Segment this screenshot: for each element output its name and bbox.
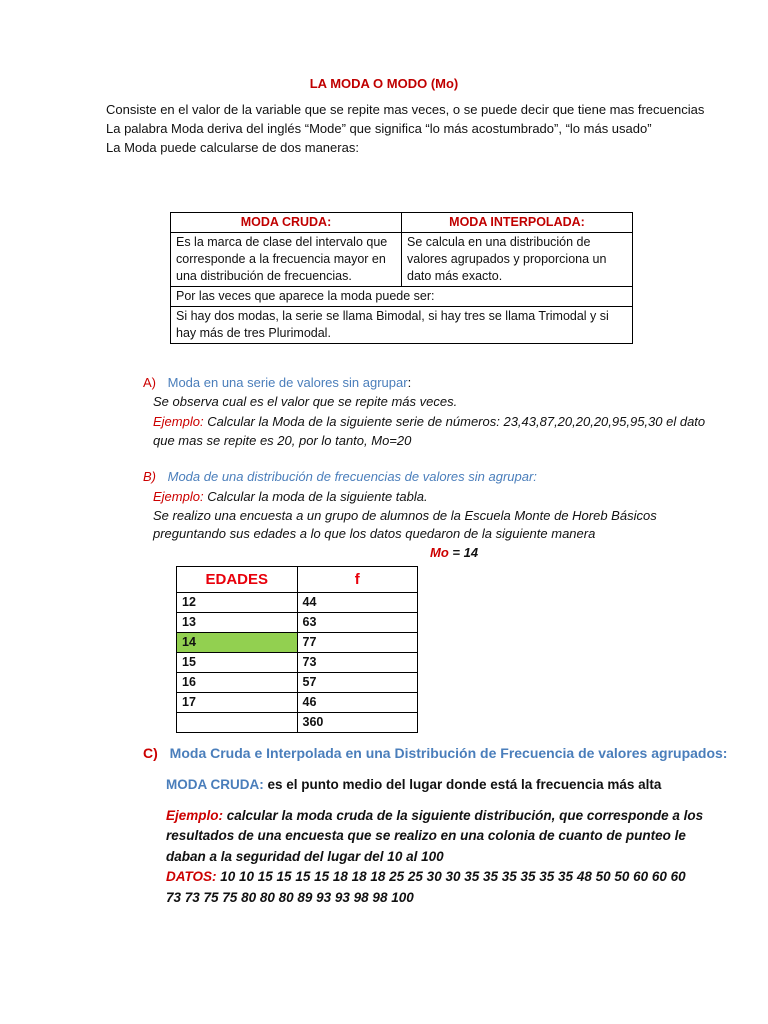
header-moda-cruda: MODA CRUDA: [171,213,402,233]
mode-label: Mo [430,545,449,560]
header-moda-interpolada: MODA INTERPOLADA: [402,213,633,233]
datos-line-1 [166,869,686,884]
section-c-letter: C) [143,745,158,761]
section-c-heading [143,745,727,761]
section-c-example-text: calcular la moda cruda de la siguiente distribución, que corresponde a los [223,808,704,823]
section-b-letter: B) [143,469,156,484]
moda-cruda-text: es el punto medio del lugar donde está la frecuencia más alta [263,777,662,792]
intro-line-1: Consiste en el valor de la variable que se repite mas veces, o se puede decir que tiene mas frecuencias [106,102,705,117]
edades-table [176,566,418,733]
moda-cruda-definition [166,777,661,792]
section-a-letter: A) [143,375,156,390]
col-edades-header: EDADES [177,567,298,593]
section-b-title: Moda de una distribución de frecuencias de valores sin agrupar: [167,469,537,484]
edad-cell: 17 [177,693,298,713]
table-row-total [177,713,418,733]
section-b-example-text: Calcular la moda de la siguiente tabla. [203,489,428,504]
cell-moda-interpolada: Se calcula en una distribución de valores agrupados y proporciona un dato más exacto. [402,233,633,287]
section-a-line-3: que mas se repite es 20, por lo tanto, Mo=20 [153,433,412,448]
f-cell: 46 [297,693,418,713]
col-f-header: f [297,567,418,593]
section-a-line-1: Se observa cual es el valor que se repite más veces. [153,394,458,409]
edad-cell [177,713,298,733]
table-row [177,633,418,653]
section-b-example-label: Ejemplo: [153,489,204,504]
section-c-example-label: Ejemplo: [166,808,224,823]
intro-line-2: La palabra Moda deriva del inglés “Mode” que significa “lo más acostumbrado”, “lo más usado” [106,121,652,136]
page-title: LA MODA O MODO (Mo) [309,76,459,91]
moda-definition-table [170,212,633,344]
section-a-example-text: Calcular la Moda de la siguiente serie de números: 23,43,87,20,20,20,95,95,30 el dato [203,414,706,429]
f-total-cell: 360 [297,713,418,733]
table-row [177,693,418,713]
f-cell: 63 [297,613,418,633]
table-row [177,613,418,633]
edad-cell: 16 [177,673,298,693]
section-a-example [153,412,705,431]
section-c-example-line-2: resultados de una encuesta que se realizo en una colonia de cuanto de punteo le [166,828,686,843]
section-c-example-line-3: daban a la seguridad del lugar del 10 al 100 [166,849,444,864]
edad-cell: 13 [177,613,298,633]
edad-cell-highlighted: 14 [177,633,298,653]
datos-values-1: 10 10 15 15 15 15 18 18 18 25 25 30 30 35 35 35 35 35 35 48 50 50 60 60 60 [216,869,686,884]
f-cell: 77 [297,633,418,653]
section-b-heading [143,467,537,486]
row-appear: Por las veces que aparece la moda puede ser: [171,287,633,307]
section-c-title: Moda Cruda e Interpolada en una Distribución de Frecuencia de valores agrupados: [169,745,728,761]
section-b-example [153,487,428,506]
cell-moda-cruda: Es la marca de clase del intervalo que corresponde a la frecuencia mayor en una distribución de frecuencias. [171,233,402,287]
edad-cell: 12 [177,593,298,613]
section-a-example-label: Ejemplo: [153,414,204,429]
edad-cell: 15 [177,653,298,673]
f-cell: 73 [297,653,418,673]
section-a-colon: : [407,375,412,390]
intro-line-3: La Moda puede calcularse de dos maneras: [106,140,359,155]
mode-result [430,543,478,562]
section-a-title: Moda en una serie de valores sin agrupar [167,375,408,390]
row-types: Si hay dos modas, la serie se llama Bimodal, si hay tres se llama Trimodal y si hay más de tres Plurimodal. [171,307,633,344]
mode-value: = 14 [448,545,479,560]
section-b-line-3: preguntando sus edades a lo que los datos quedaron de la siguiente manera [153,526,596,541]
section-b-line-2: Se realizo una encuesta a un grupo de alumnos de la Escuela Monte de Horeb Básicos [153,508,657,523]
datos-values-2: 73 73 75 75 80 80 80 89 93 93 98 98 100 [166,890,414,905]
datos-label: DATOS: [166,869,217,884]
f-cell: 57 [297,673,418,693]
table-row [177,673,418,693]
table-row [177,593,418,613]
section-a-heading [143,373,411,392]
table-row [177,653,418,673]
section-c-example-line-1 [166,808,703,823]
moda-cruda-label: MODA CRUDA: [166,777,264,792]
f-cell: 44 [297,593,418,613]
